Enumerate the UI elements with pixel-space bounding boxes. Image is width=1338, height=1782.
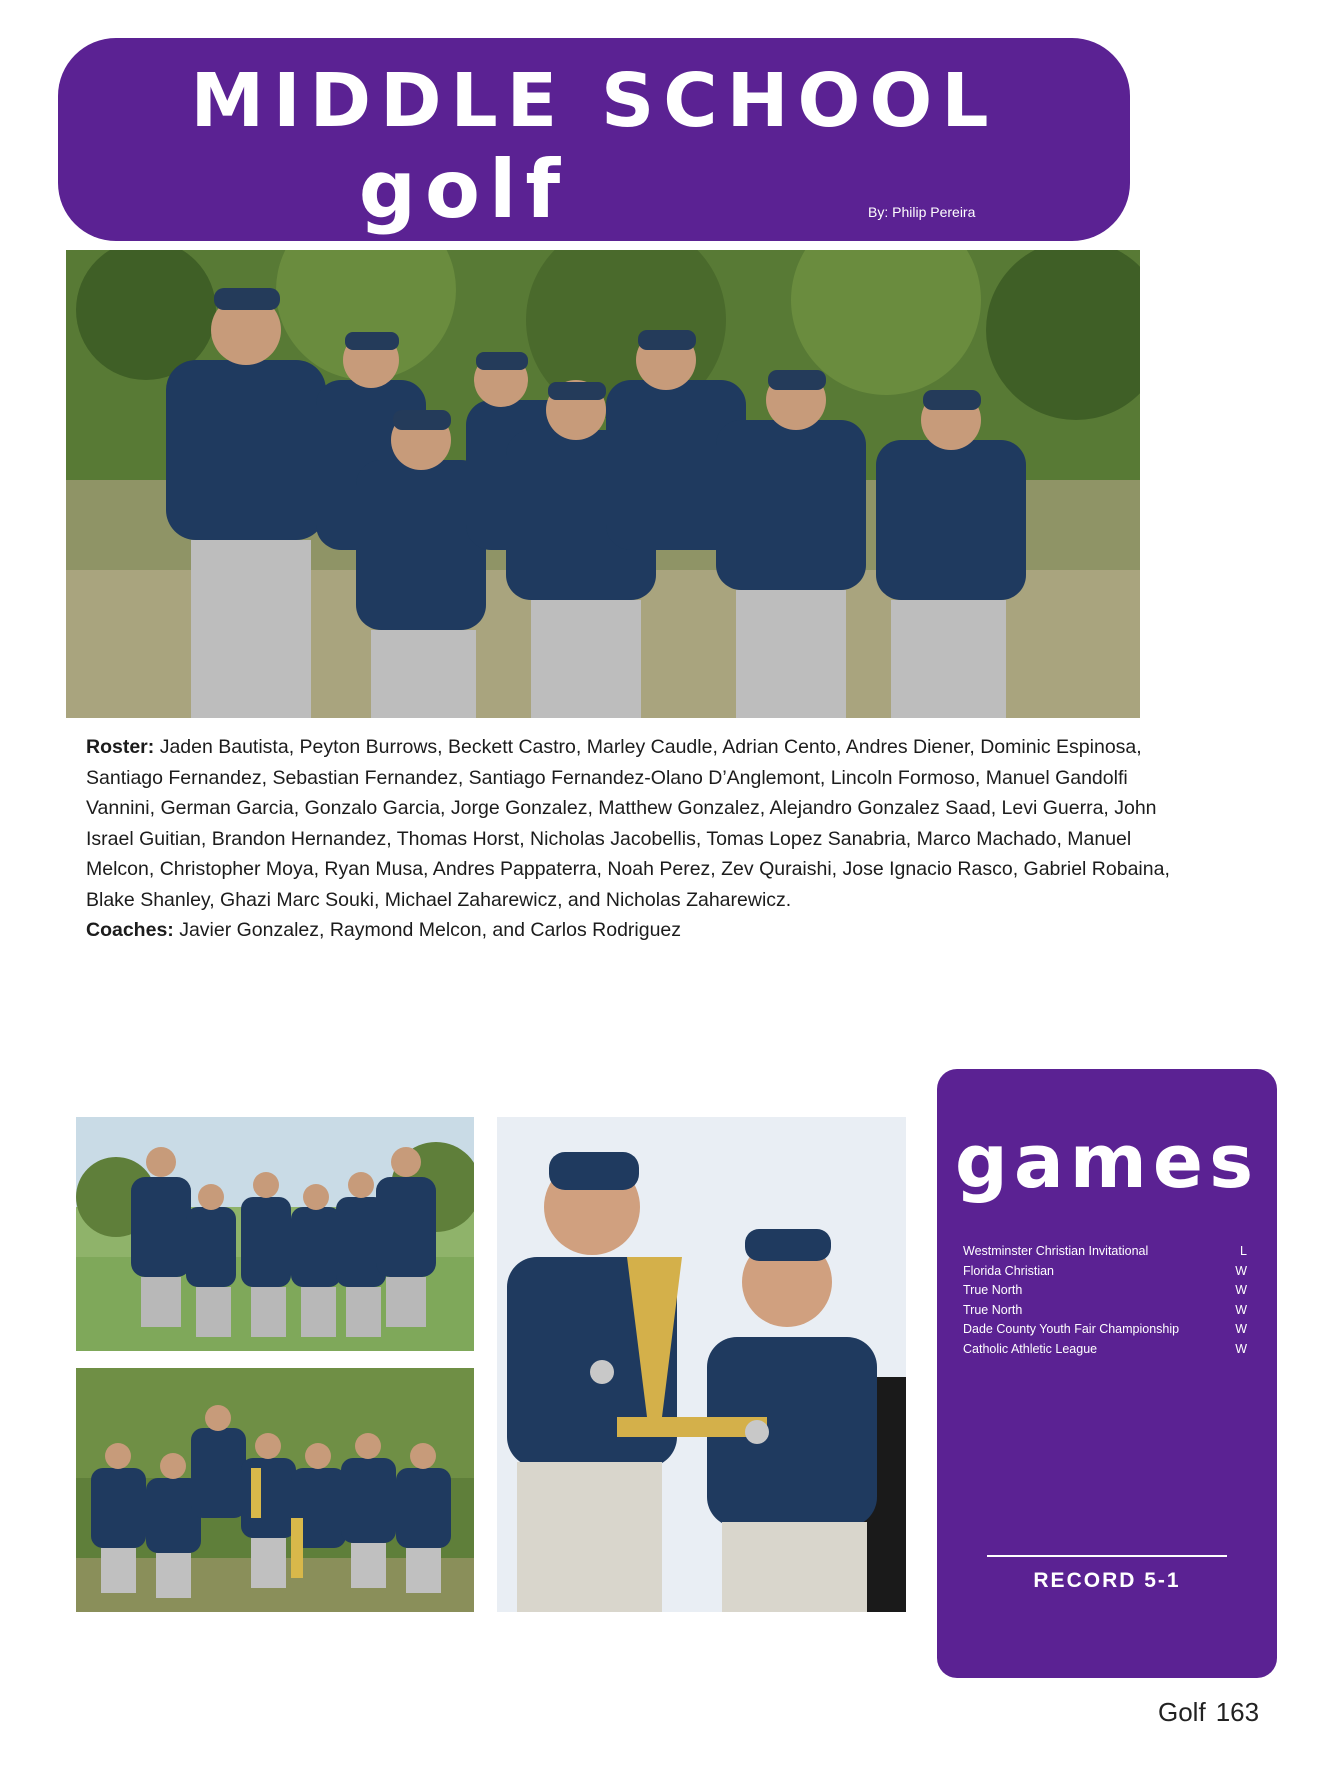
game-result: W <box>1235 1341 1247 1356</box>
coaches-paragraph <box>86 915 1186 946</box>
trophy-winners-photo <box>497 1117 906 1612</box>
page-title-sport: golf <box>358 143 570 236</box>
game-result: W <box>1235 1283 1247 1297</box>
roster-label: Roster: <box>86 736 155 758</box>
section-name: Golf <box>1158 1697 1206 1727</box>
list-item <box>963 1301 1247 1321</box>
game-name: Westminster Christian Invitational <box>963 1244 1149 1258</box>
list-item <box>963 1340 1247 1360</box>
roster-paragraph <box>86 732 1186 915</box>
game-name: Florida Christian <box>963 1263 1055 1278</box>
coaches-names: Javier Gonzalez, Raymond Melcon, and Carlos Rodriguez <box>179 919 682 941</box>
game-result: L <box>1240 1244 1247 1258</box>
game-name: Catholic Athletic League <box>963 1341 1098 1356</box>
coaches-label: Coaches: <box>86 919 174 941</box>
game-name: True North <box>963 1302 1023 1317</box>
games-title: games <box>954 1119 1260 1205</box>
game-result: W <box>1235 1322 1247 1336</box>
games-list <box>963 1242 1247 1359</box>
season-record: RECORD 5-1 <box>1033 1569 1181 1592</box>
record-divider <box>987 1555 1227 1557</box>
byline: By: Philip Pereira <box>868 204 976 220</box>
roster-block <box>86 732 1186 946</box>
list-item <box>963 1242 1247 1262</box>
game-result: W <box>1235 1302 1247 1317</box>
games-panel <box>937 1069 1277 1678</box>
page-footer <box>1158 1697 1259 1727</box>
roster-names: Jaden Bautista, Peyton Burrows, Beckett Castro, Marley Caudle, Adrian Cento, Andres Diener, Dominic Espinosa, Santiago Fernandez, Sebastian Fernandez, Santiago Fernandez-Olano D’Anglemont, Lincoln Formoso, Manuel Gandolfi Vannini, German Garcia, Gonzalo Garcia, Jorge Gonzalez, Matthew Gonzalez, Alejandro Gonzalez Saad, Levi Guerra, John Israel Guitian, Brandon Hernandez, Thomas Horst, Nicholas Jacobellis, Tomas Lopez Sanabria, Marco Machado, Manuel Melcon, Christopher Moya, Ryan Musa, Andres Pappaterra, Noah Perez, Zev Quraishi, Jose Ignacio Rasco, Gabriel Robaina, Blake Shanley, Ghazi Marc Souki, Michael Zaharewicz, and Nicholas Zaharewicz. <box>86 736 1170 911</box>
list-item <box>963 1281 1247 1301</box>
page-number: 163 <box>1215 1697 1260 1727</box>
game-result: W <box>1235 1263 1247 1278</box>
page-title: MIDDLE SCHOOL <box>190 58 998 144</box>
game-name: True North <box>963 1283 1023 1297</box>
list-item <box>963 1262 1247 1282</box>
game-name: Dade County Youth Fair Championship <box>963 1322 1180 1336</box>
team-trophy-photo-course <box>76 1117 474 1351</box>
team-photo <box>66 250 1140 718</box>
team-trophy-photo-trees <box>76 1368 474 1612</box>
list-item <box>963 1320 1247 1340</box>
